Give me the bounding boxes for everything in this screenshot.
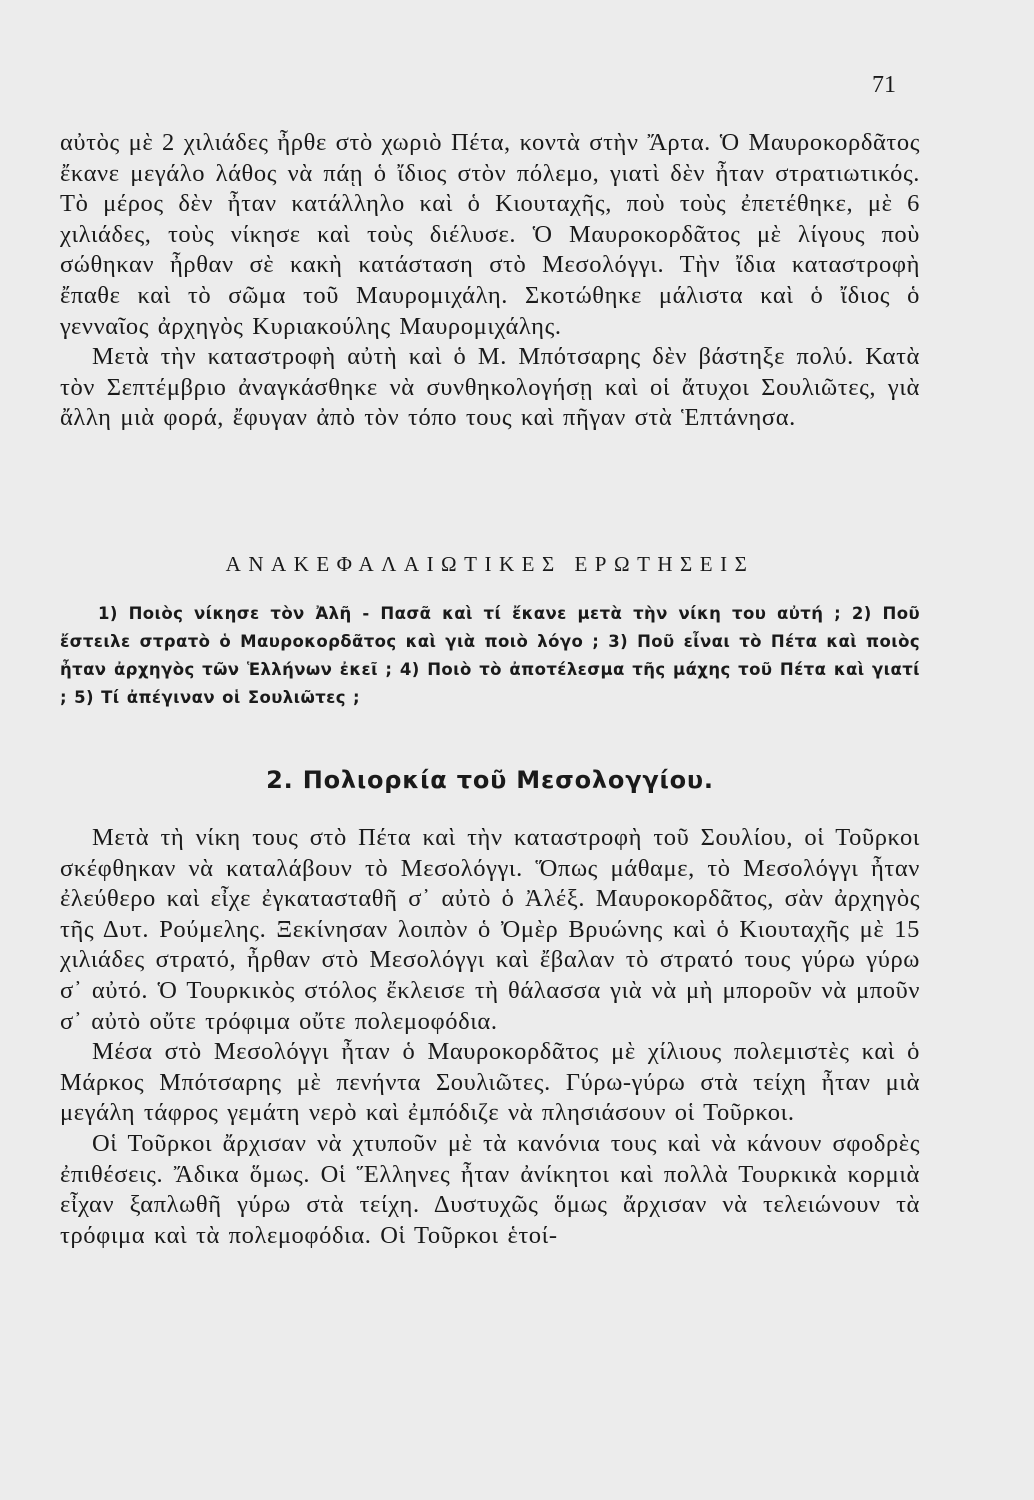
section-title: 2. Πολιορκία τοῦ Μεσολογγίου. xyxy=(266,766,714,794)
paragraph: Μετὰ τὴ νίκη τους στὸ Πέτα καὶ τὴν καταστροφὴ τοῦ Σουλίου, οἱ Τοῦρκοι σκέφθηκαν νὰ καταλάβουν τὸ Μεσολόγγι. Ὅπως μάθαμε, τὸ Μεσολόγγι ἦταν ἐλεύθερο καὶ εἶχε ἐγκατασταθῆ σ᾽ αὐτὸ ὁ Ἀλέξ. Μαυροκορδᾶτος, σὰν ἀρχηγὸς τῆς Δυτ. Ρούμελης. Ξεκίνησαν λοιπὸν ὁ Ὀμὲρ Βρυώνης καὶ ὁ Κιουταχῆς μὲ 15 χιλιάδες στρατό, ἦρθαν στὸ Μεσολόγγι καὶ ἔβαλαν τὸ στρατό τους γύρω γύρω σ᾽ αὐτό. Ὁ Τουρκικὸς στόλος ἔκλεισε τὴ θάλασσα γιὰ νὰ μὴ μποροῦν νὰ μποῦν σ᾽ αὐτὸ οὔτε τρόφιμα οὔτε πολεμοφόδια. xyxy=(60,824,920,1035)
review-questions-heading: ΑΝΑΚΕΦΑΛΑΙΩΤΙΚΕΣ ΕΡΩΤΗΣΕΙΣ xyxy=(225,552,755,576)
paragraph: Μετὰ τὴν καταστροφὴ αὐτὴ καὶ ὁ Μ. Μπότσαρης δὲν βάστηξε πολύ. Κατὰ τὸν Σεπτέμβριο ἀναγκάσθηκε νὰ συνθηκολογήσῃ καὶ οἱ ἄτυχοι Σουλιῶτες, γιὰ ἄλλη μιὰ φορά, ἔφυγαν ἀπὸ τὸν τόπο τους καὶ πῆγαν στὰ Ἑπτάνησα. xyxy=(60,343,920,432)
paragraph: Μέσα στὸ Μεσολόγγι ἦταν ὁ Μαυροκορδᾶτος μὲ χίλιους πολεμιστὲς καὶ ὁ Μάρκος Μπότσαρης μὲ πενήντα Σουλιῶτες. Γύρω-γύρω στὰ τείχη ἦταν μιὰ μεγάλη τάφρος γεμάτη νερὸ καὶ ἐμπόδιζε νὰ πλησιάσουν οἱ Τοῦρκοι. xyxy=(60,1038,920,1127)
text-block-continuation xyxy=(60,128,920,434)
page-number: 71 xyxy=(872,72,896,98)
text-block-section xyxy=(60,823,920,1251)
paragraph: αὐτὸς μὲ 2 χιλιάδες ἦρθε στὸ χωριὸ Πέτα, κοντὰ στὴν Ἄρτα. Ὁ Μαυροκορδᾶτος ἔκανε μεγάλο λάθος νὰ πάῃ ὁ ἴδιος στὸν πόλεμο, γιατὶ δὲν ἦταν στρατιωτικός. Τὸ μέρος δὲν ἦταν κατάλληλο καὶ ὁ Κιουταχῆς, ποὺ τοὺς ἐπετέθηκε, μὲ 6 χιλιάδες, τοὺς νίκησε καὶ τοὺς διέλυσε. Ὁ Μαυροκορδᾶτος μὲ λίγους ποὺ σώθηκαν ἦρθαν σὲ κακὴ κατάσταση στὸ Μεσολόγγι. Τὴν ἴδια καταστροφὴ ἔπαθε καὶ τὸ σῶμα τοῦ Μαυρομιχάλη. Σκοτώθηκε μάλιστα καὶ ὁ ἴδιος ὁ γενναῖος ἀρχηγὸς Κυριακούλης Μαυρομιχάλης. xyxy=(60,129,920,340)
paragraph: Οἱ Τοῦρκοι ἄρχισαν νὰ χτυποῦν μὲ τὰ κανόνια τους καὶ νὰ κάνουν σφοδρὲς ἐπιθέσεις. Ἄδικα ὅμως. Οἱ Ἕλληνες ἦταν ἀνίκητοι καὶ πολλὰ Τουρκικὰ κορμιὰ εἶχαν ξαπλωθῆ γύρω στὰ τείχη. Δυστυχῶς ὅμως ἄρχισαν νὰ τελειώνουν τὰ τρόφιμα καὶ τὰ πολεμοφόδια. Οἱ Τοῦρκοι ἑτοί- xyxy=(60,1129,920,1249)
review-questions: 1) Ποιὸς νίκησε τὸν Ἀλῆ - Πασᾶ καὶ τί ἔκανε μετὰ τὴν νίκη του αὐτή ; 2) Ποῦ ἔστειλε στρατὸ ὁ Μαυροκορδᾶτος καὶ γιὰ ποιὸ λόγο ; 3) Ποῦ εἶναι τὸ Πέτα καὶ ποιὸς ἦταν ἀρχηγὸς τῶν Ἑλλήνων ἐκεῖ ; 4) Ποιὸ τὸ ἀποτέλεσμα τῆς μάχης τοῦ Πέτα καὶ γιατί ; 5) Τί ἀπέγιναν οἱ Σουλιῶτες ; xyxy=(60,604,920,707)
